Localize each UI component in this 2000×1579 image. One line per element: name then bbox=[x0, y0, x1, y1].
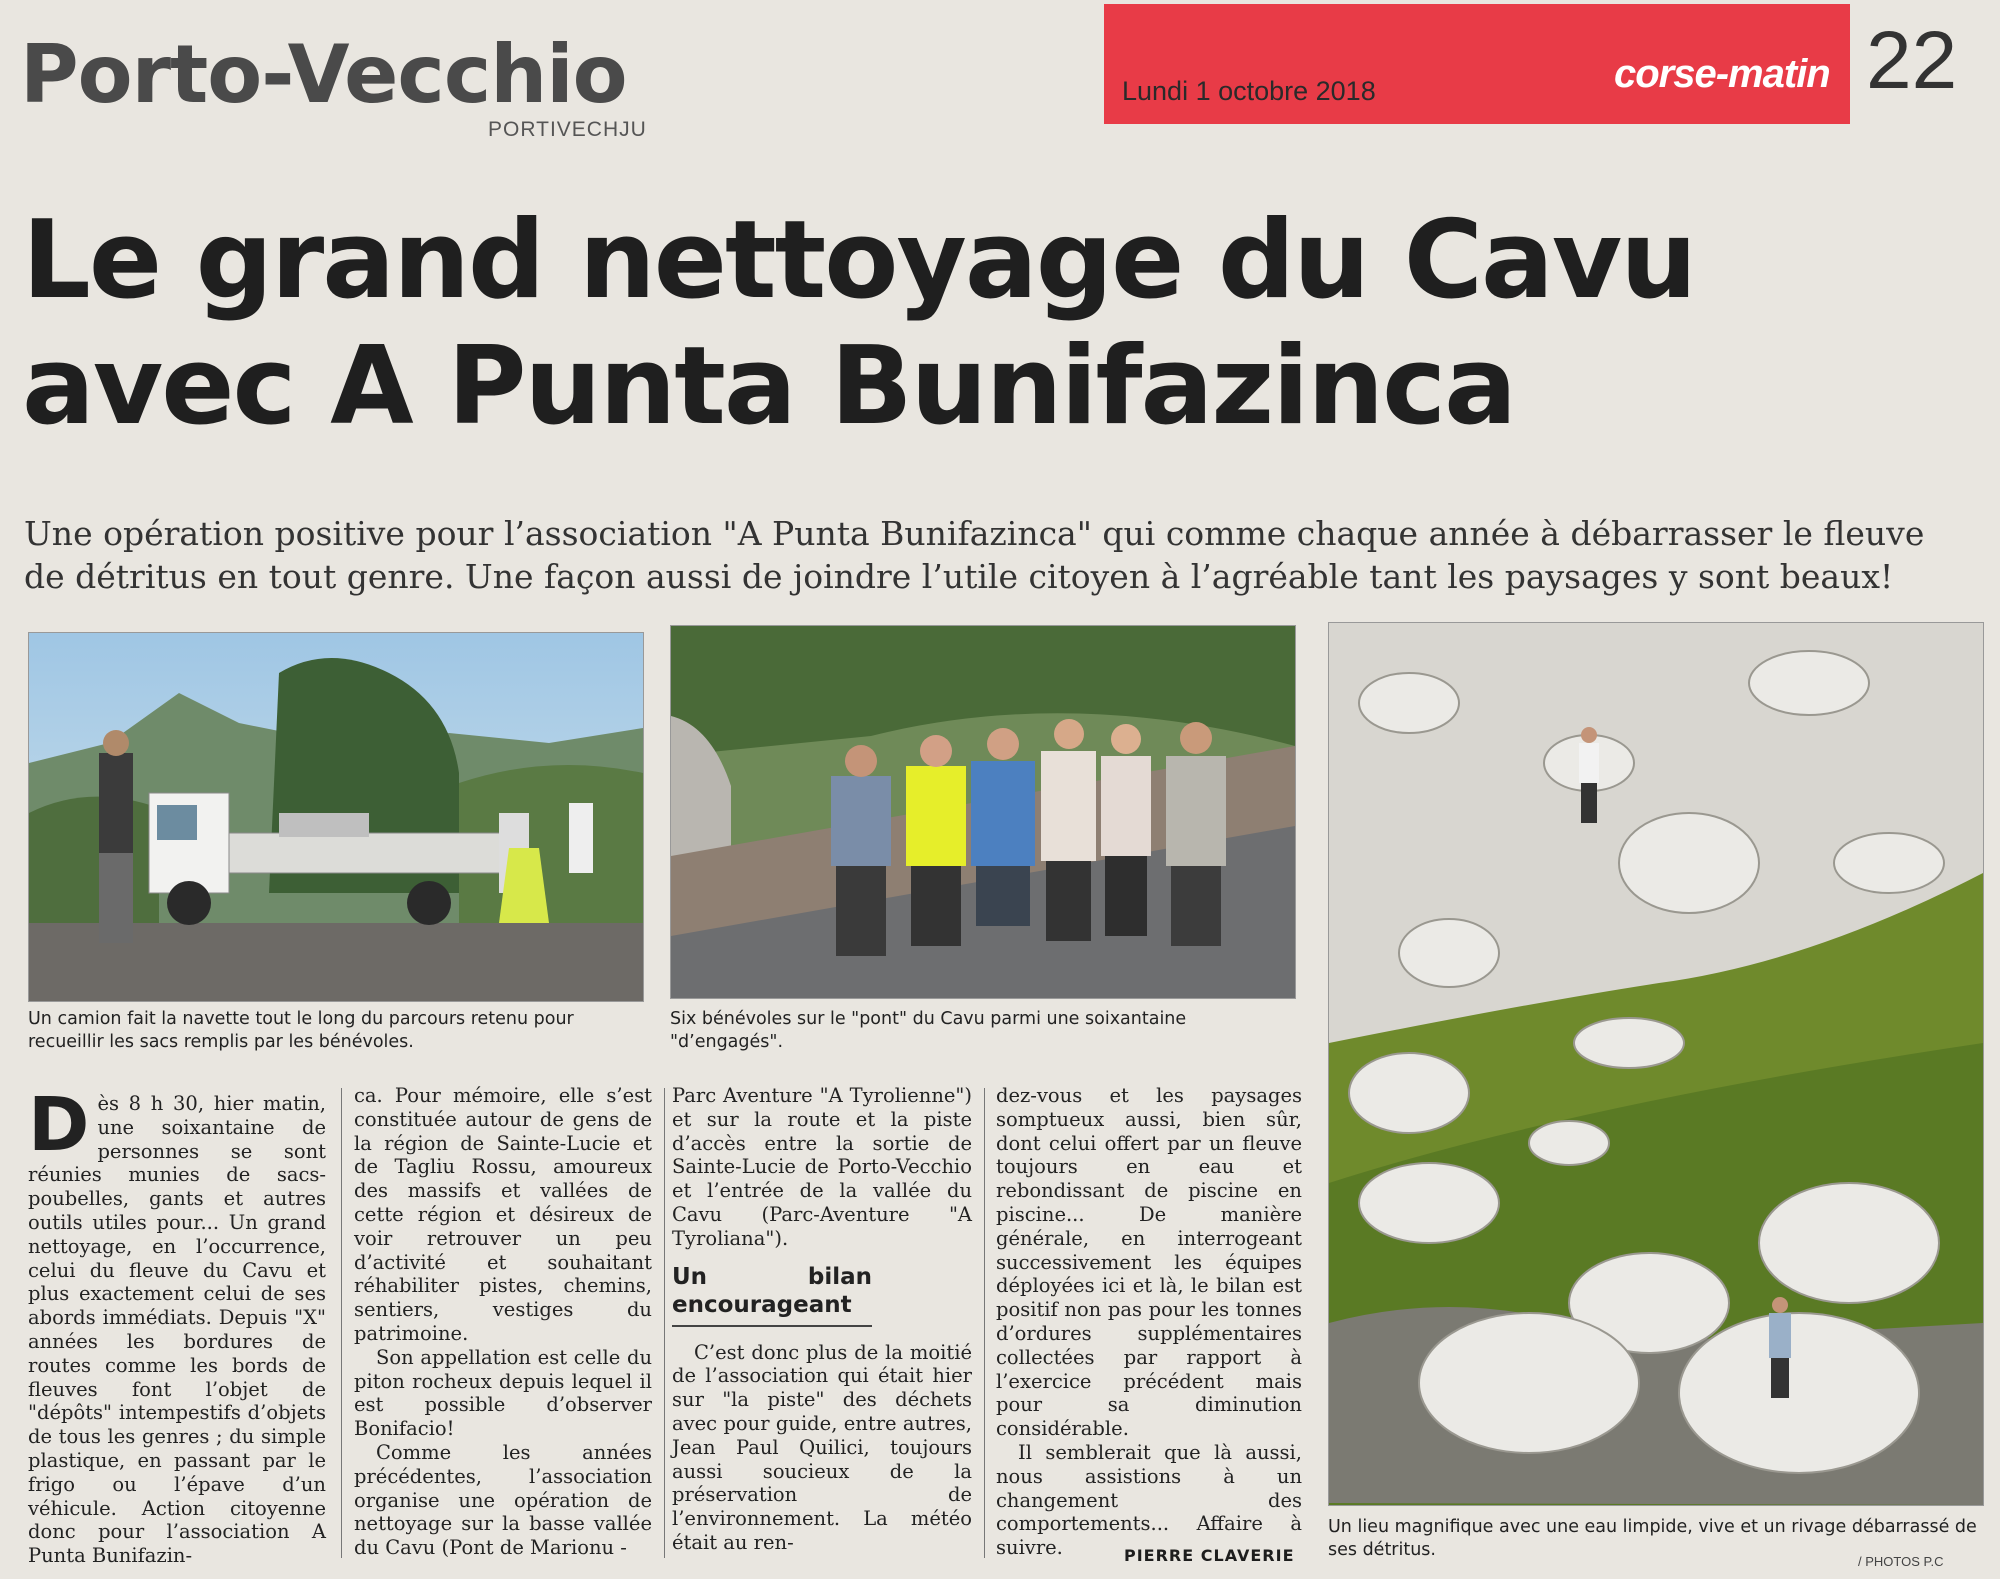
article-column-4 bbox=[996, 1084, 1302, 1560]
photo-volunteers bbox=[670, 625, 1296, 999]
newspaper-brand: corse-matin bbox=[1614, 52, 1830, 96]
column-rule bbox=[984, 1088, 985, 1558]
page-number: 22 bbox=[1866, 15, 1958, 106]
subheading: Un bilan encourageant bbox=[672, 1263, 872, 1327]
headline-line-2: avec A Punta Bunifazinca bbox=[22, 324, 1516, 449]
author-byline: PIERRE CLAVERIE bbox=[1124, 1546, 1295, 1565]
column-rule bbox=[664, 1088, 665, 1558]
photo-river bbox=[1328, 622, 1984, 1506]
article-column-1 bbox=[28, 1082, 326, 1568]
photo3-caption: Un lieu magnifique avec une eau limpide, vive et un rivage débarrassé de ses détritus. bbox=[1328, 1517, 1977, 1560]
truck-photo-image bbox=[29, 633, 643, 1001]
photo-truck bbox=[28, 632, 644, 1002]
paragraph: Il semblerait que là aussi, nous assistions à un changement des comportements... Affaire à suivre. bbox=[996, 1440, 1302, 1560]
article-column-2 bbox=[354, 1084, 652, 1560]
river-photo-image bbox=[1329, 623, 1983, 1505]
column-rule bbox=[341, 1088, 342, 1558]
paragraph: Parc Aventure "A Tyrolienne") et sur la route et la piste d’accès entre la sortie de Sainte-Lucie de Porto-Vecchio et l’entrée de la vallée du Cavu (Parc-Aventure "A Tyroliana"). bbox=[672, 1084, 972, 1250]
paragraph: Comme les années précédentes, l’association organise une opération de nettoyage sur la basse vallée du Cavu (Pont de Marionu - bbox=[354, 1440, 652, 1560]
article-column-3 bbox=[672, 1084, 972, 1555]
photo-credit: / PHOTOS P.C bbox=[1858, 1554, 1944, 1569]
issue-date: Lundi 1 octobre 2018 bbox=[1122, 76, 1376, 106]
section-subtitle: PORTIVECHJU bbox=[488, 118, 647, 141]
photo2-caption: Six bénévoles sur le "pont" du Cavu parmi une soixantaine "d’engagés". bbox=[670, 1009, 1187, 1052]
article-lede: Une opération positive pour l’association "A Punta Bunifazinca" qui comme chaque année à débarrasser le fleuve de détritus en tout genre. Une façon aussi de joindre l’utile citoyen à l’agréable tant les paysages y sont beaux! bbox=[24, 514, 1925, 596]
photo1-caption: Un camion fait la navette tout le long du parcours retenu pour recueillir les sacs remplis par les bénévoles. bbox=[28, 1009, 574, 1052]
volunteers-photo-image bbox=[671, 626, 1295, 998]
headline bbox=[22, 198, 1695, 450]
paragraph: ca. Pour mémoire, elle s’est constituée autour de gens de la région de Sainte-Lucie et de Tagliu Rossu, amoureux des massifs et vallées de cette région et désireux de voir retrouver un peu d’activité et souhaitant réhabiliter pistes, chemins, sentiers, vestiges du patrimoine. bbox=[354, 1084, 652, 1345]
headline-line-1: Le grand nettoyage du Cavu bbox=[22, 198, 1696, 323]
paragraph: ès 8 h 30, hier matin, une soixantaine de personnes se sont réunies munies de sacs-poubelles, gants et autres outils utiles pour... Un grand nettoyage, en l’occurrence, celui du fleuve du Cavu et plus exactement celui de ses abords immédiats. Depuis "X" années les bordures de routes comme les bords de fleuves font l’objet de "dépôts" intempestifs d’objets de tous les genres ; du simple plastique, en passant par le frigo ou l’épave d’un véhicule. Action citoyenne donc pour l’association A Punta Bunifazin- bbox=[28, 1092, 326, 1568]
paragraph: C’est donc plus de la moitié de l’association qui était hier sur "la piste" des déchets avec pour guide, entre autres, Jean Paul Quilici, toujours aussi soucieux de la préservation de l’environnement. La météo était au ren- bbox=[672, 1340, 972, 1554]
drop-cap: D bbox=[28, 1082, 90, 1168]
paragraph: Son appellation est celle du piton rocheux depuis lequel il est possible d’observer Bonifacio! bbox=[354, 1345, 652, 1441]
section-title: Porto-Vecchio bbox=[20, 28, 627, 121]
paragraph: dez-vous et les paysages somptueux aussi, bien sûr, dont celui offert par un fleuve toujours en eau et rebondissant de piscine en piscine... De manière générale, en interrogeant successivement les équipes déployées ici et là, le bilan est positif non pas pour les tonnes d’ordures supplémentaires collectées par rapport à l’exercice précédent mais pour sa diminution considérable. bbox=[996, 1084, 1302, 1441]
